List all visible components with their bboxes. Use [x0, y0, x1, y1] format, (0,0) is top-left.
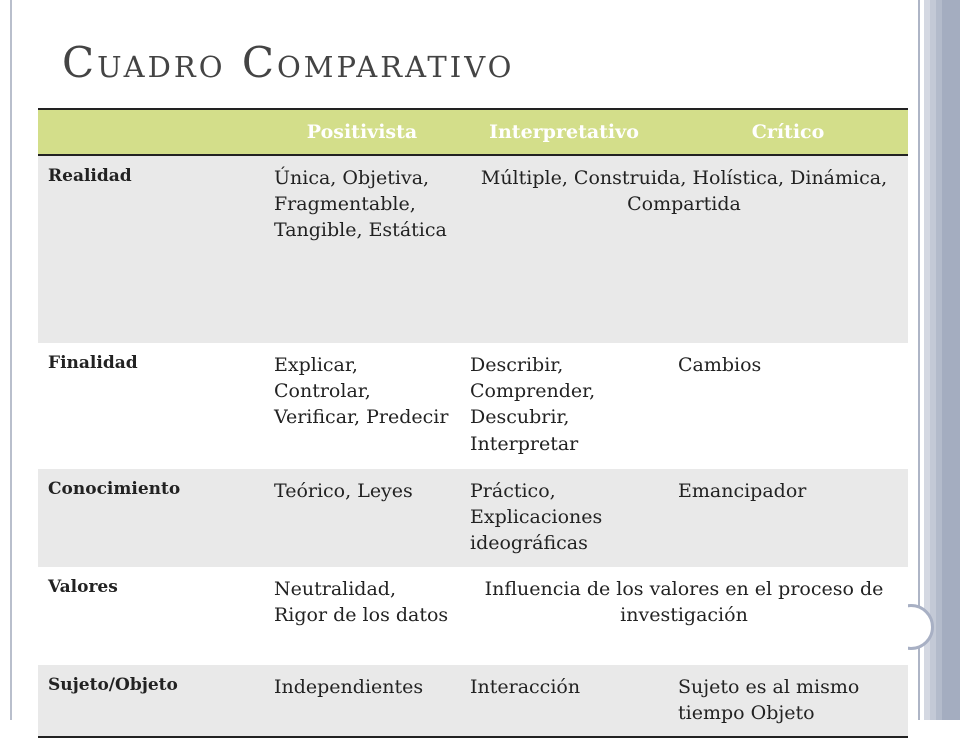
header-positivista: Positivista: [306, 121, 418, 143]
cell-finalidad-critico: Cambios: [678, 354, 762, 376]
cell-conocimiento-interpretativo: Práctico, Explicaciones ideográficas: [470, 480, 603, 555]
cell-sujeto-interpretativo: Interacción: [470, 675, 581, 698]
slide-frame-right-band: [924, 0, 960, 720]
cell-finalidad-positivista: Explicar, Controlar, Verificar, Predecir: [274, 354, 449, 429]
table-row: [38, 567, 908, 665]
row-label-finalidad: Finalidad: [48, 353, 138, 373]
comparison-table: [38, 108, 908, 738]
cell-sujeto-positivista: Independientes: [274, 675, 424, 698]
header-empty: [38, 109, 264, 155]
row-label-valores: Valores: [48, 576, 118, 597]
row-label-realidad: Realidad: [48, 166, 132, 186]
table-row: [38, 665, 908, 737]
table-header-row: [38, 109, 908, 155]
cell-conocimiento-critico: Emancipador: [678, 480, 807, 502]
table-row: [38, 343, 908, 469]
slide-title: Cuadro Comparativo: [62, 38, 515, 87]
cell-realidad-merged: Múltiple, Construida, Holística, Dinámica, Compartida: [480, 167, 888, 216]
cell-finalidad-interpretativo: Describir, Comprender, Descubrir, Interpretar: [470, 354, 596, 455]
cell-conocimiento-positivista: Teórico, Leyes: [274, 480, 413, 502]
slide-frame-left: [10, 0, 12, 720]
table-row: [38, 155, 908, 343]
header-critico: Crítico: [751, 121, 825, 143]
cell-valores-positivista: Neutralidad, Rigor de los datos: [274, 577, 449, 626]
table-row: [38, 469, 908, 567]
cell-realidad-positivista: Única, Objetiva, Fragmentable, Tangible, Estática: [274, 167, 447, 242]
cell-sujeto-critico: Sujeto es al mismo tiempo Objeto: [678, 675, 860, 724]
row-label-conocimiento: Conocimiento: [48, 479, 181, 499]
cell-valores-merged: Influencia de los valores en el proceso de investigación: [484, 577, 884, 626]
header-interpretativo: Interpretativo: [489, 121, 639, 143]
row-label-sujeto-objeto: Sujeto/Objeto: [48, 674, 178, 695]
